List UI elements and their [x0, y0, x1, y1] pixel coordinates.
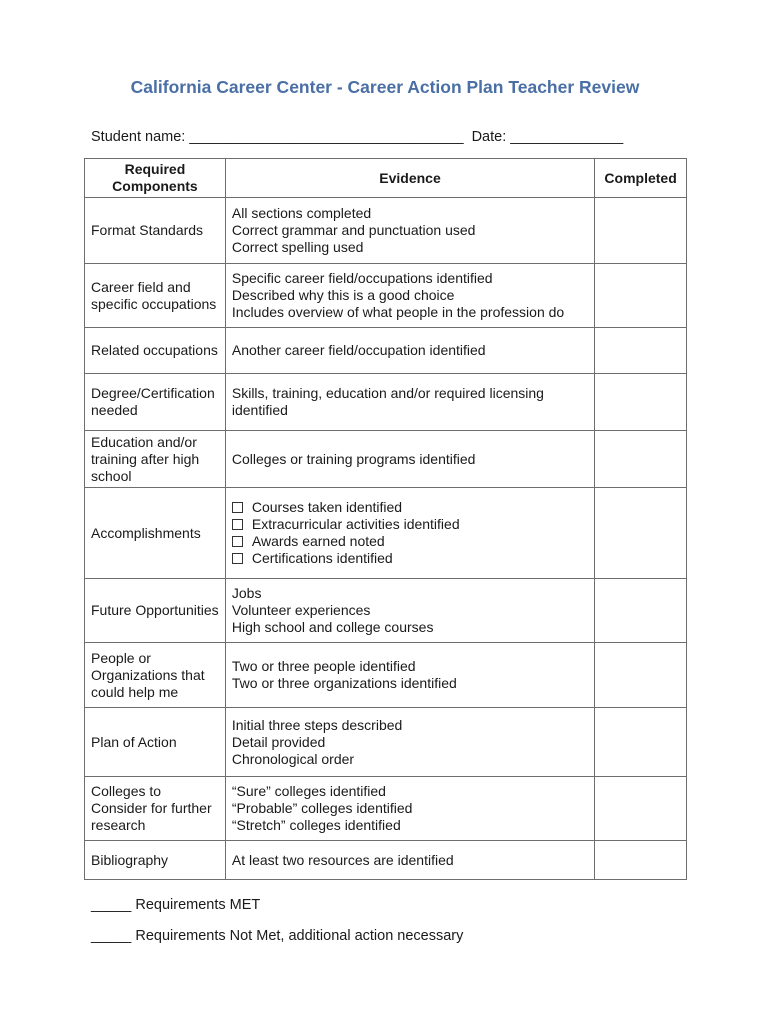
evidence-text: Extracurricular activities identified	[251, 516, 460, 532]
evidence-text: Specific career field/occupations identified	[231, 270, 493, 286]
table-row	[85, 264, 687, 328]
page-title: California Career Center - Career Action Plan Teacher Review	[130, 77, 640, 97]
evidence-text: Skills, training, education and/or required licensing	[231, 385, 544, 401]
component-cell: Degree/Certification needed	[85, 374, 226, 431]
table-row	[85, 328, 687, 374]
evidence-text: Colleges or training programs identified	[231, 450, 476, 467]
evidence-text: Two or three organizations identified	[231, 675, 457, 691]
evidence-text: “Stretch” colleges identified	[231, 817, 401, 833]
evidence-line	[232, 817, 588, 834]
checkbox-icon[interactable]	[232, 553, 243, 564]
component-cell: Accomplishments	[85, 488, 226, 579]
component-cell: Career field and specific occupations	[85, 264, 226, 328]
student-name-date-line[interactable]: Student name: __________________________________ Date: ______________	[91, 129, 624, 145]
evidence-cell	[225, 777, 594, 841]
evidence-cell	[225, 708, 594, 777]
completed-cell[interactable]	[595, 488, 687, 579]
evidence-cell	[225, 264, 594, 328]
completed-cell[interactable]	[595, 264, 687, 328]
evidence-text: Courses taken identified	[251, 499, 403, 515]
evidence-line	[232, 619, 588, 636]
checkbox-icon[interactable]	[232, 519, 243, 530]
completed-cell[interactable]	[595, 198, 687, 264]
review-table	[84, 158, 687, 880]
table-row	[85, 841, 687, 880]
table-row	[85, 579, 687, 643]
table-row	[85, 488, 687, 579]
completed-cell[interactable]	[595, 643, 687, 708]
evidence-line	[232, 550, 588, 567]
table-row	[85, 198, 687, 264]
evidence-text: Another career field/occupation identified	[231, 342, 486, 358]
evidence-line	[232, 239, 588, 256]
evidence-line	[232, 585, 588, 602]
completed-cell[interactable]	[595, 579, 687, 643]
table-row	[85, 708, 687, 777]
table-row	[85, 374, 687, 431]
evidence-text: Correct grammar and punctuation used	[231, 222, 476, 238]
evidence-text: identified	[231, 402, 288, 418]
evidence-line	[232, 658, 588, 675]
component-cell: Format Standards	[85, 198, 226, 264]
evidence-text: Detail provided	[231, 733, 326, 750]
evidence-text: Chronological order	[231, 750, 355, 767]
evidence-cell	[225, 579, 594, 643]
completed-cell[interactable]	[595, 431, 687, 488]
table-row	[85, 643, 687, 708]
evidence-text: At least two resources are identified	[231, 851, 454, 868]
evidence-text: Jobs	[231, 585, 262, 601]
component-cell: Bibliography	[85, 841, 226, 880]
checkbox-icon[interactable]	[232, 502, 243, 513]
evidence-line	[232, 675, 588, 692]
completed-cell[interactable]	[595, 374, 687, 431]
evidence-cell	[225, 488, 594, 579]
evidence-line	[232, 402, 588, 419]
evidence-cell	[225, 374, 594, 431]
component-cell: Colleges to Consider for further research	[85, 777, 226, 841]
evidence-text: Two or three people identified	[231, 658, 416, 674]
evidence-text: Includes overview of what people in the profession do	[231, 304, 565, 320]
header-required-components: Required Components	[85, 159, 226, 198]
evidence-line	[232, 717, 588, 734]
completed-cell[interactable]	[595, 328, 687, 374]
requirements-not-met-line[interactable]: _____ Requirements Not Met, additional action necessary	[91, 928, 464, 944]
component-cell: People or Organizations that could help me	[85, 643, 226, 708]
evidence-cell	[225, 841, 594, 880]
evidence-text: Initial three steps described	[231, 716, 403, 733]
evidence-text: “Probable” colleges identified	[231, 800, 413, 816]
evidence-line	[232, 270, 588, 287]
evidence-line	[232, 304, 588, 321]
component-cell: Plan of Action	[85, 708, 226, 777]
header-completed: Completed	[595, 159, 687, 198]
evidence-cell	[225, 431, 594, 488]
evidence-line	[232, 222, 588, 239]
evidence-line	[232, 800, 588, 817]
component-cell: Related occupations	[85, 328, 226, 374]
evidence-line	[232, 499, 588, 516]
evidence-text: Volunteer experiences	[231, 602, 371, 618]
evidence-line	[232, 602, 588, 619]
completed-cell[interactable]	[595, 777, 687, 841]
requirements-met-line[interactable]: _____ Requirements MET	[91, 897, 261, 913]
evidence-text: All sections completed	[231, 205, 372, 221]
evidence-line	[232, 533, 588, 550]
evidence-text: Described why this is a good choice	[231, 287, 455, 303]
evidence-line	[232, 516, 588, 533]
evidence-line	[232, 385, 588, 402]
component-cell: Future Opportunities	[85, 579, 226, 643]
evidence-text: Awards earned noted	[251, 533, 385, 549]
completed-cell[interactable]	[595, 841, 687, 880]
evidence-text: “Sure” colleges identified	[231, 783, 386, 799]
completed-cell[interactable]	[595, 708, 687, 777]
evidence-cell	[225, 643, 594, 708]
header-evidence: Evidence	[225, 159, 594, 198]
evidence-line	[232, 205, 588, 222]
table-row	[85, 777, 687, 841]
evidence-text: Correct spelling used	[231, 239, 364, 255]
evidence-line	[232, 342, 588, 359]
evidence-line	[232, 734, 588, 751]
evidence-line	[232, 852, 588, 869]
evidence-line	[232, 751, 588, 768]
evidence-line	[232, 783, 588, 800]
component-cell: Education and/or training after high school	[85, 431, 226, 488]
evidence-text: High school and college courses	[231, 619, 434, 635]
evidence-cell	[225, 198, 594, 264]
evidence-text: Certifications identified	[251, 550, 393, 566]
checkbox-icon[interactable]	[232, 536, 243, 547]
table-row	[85, 431, 687, 488]
evidence-cell	[225, 328, 594, 374]
evidence-line	[232, 287, 588, 304]
evidence-line	[232, 451, 588, 468]
